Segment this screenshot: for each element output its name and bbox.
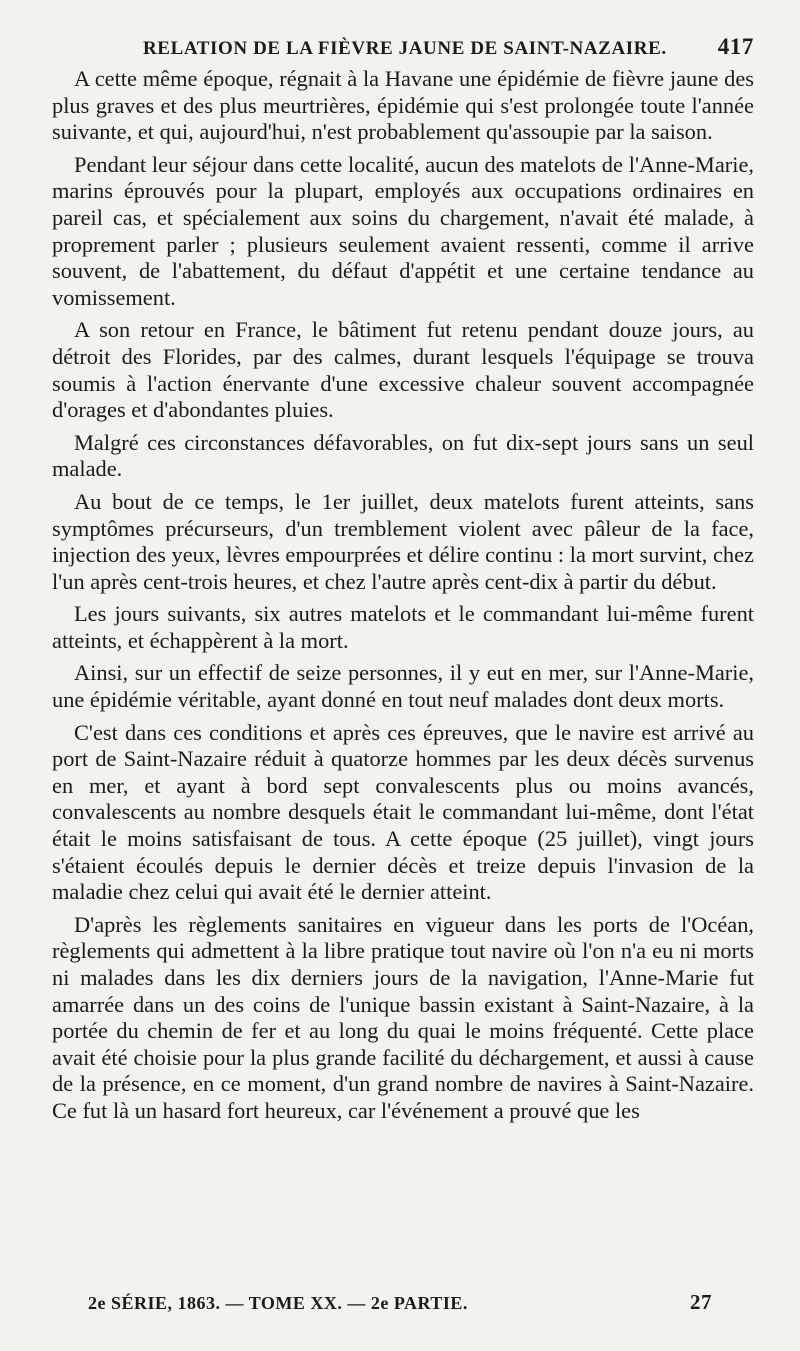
signature-mark: 27 bbox=[690, 1290, 712, 1314]
page-number: 417 bbox=[717, 34, 754, 59]
paragraph: Malgré ces circonstances défavorables, on fut dix-sept jours sans un seul malade. bbox=[52, 429, 754, 482]
running-header bbox=[52, 34, 754, 60]
paragraph: D'après les règlements sanitaires en vigueur dans les ports de l'Océan, règlements qui admettent à la libre pratique tout navire où l'on n'a eu ni morts ni malades dans les dix derniers jours de la navigation, l'Anne-Marie fut amarrée dans un des coins de l'unique bassin existant à Saint-Nazaire, à la portée du chemin de fer et au long du quai le moins fréquenté. Cette place avait été choisie pour la plus grande facilité du déchargement, et aussi à cause de la présence, en ce moment, d'un grand nombre de navires à Saint-Nazaire. Ce fut là un hasard fort heureux, car l'événement a prouvé que les bbox=[52, 911, 754, 1123]
paragraph: Pendant leur séjour dans cette localité, aucun des matelots de l'Anne-Marie, marins éprouvés pour la plupart, employés aux occupations ordinaires en pareil cas, et spécialement aux soins du chargement, n'avait été malade, à proprement parler ; plusieurs seulement avaient ressenti, comme il arrive souvent, de l'abattement, du défaut d'appétit et une certaine tendance au vomissement. bbox=[52, 151, 754, 310]
series-line: 2e SÉRIE, 1863. — TOME XX. — 2e PARTIE. bbox=[88, 1293, 468, 1313]
page-footer bbox=[88, 1290, 712, 1315]
paragraph: A son retour en France, le bâtiment fut retenu pendant douze jours, au détroit des Florides, par des calmes, durant lesquels l'équipage se trouva soumis à l'action énervante d'une excessive chaleur souvent accompagnée d'orages et d'abondantes pluies. bbox=[52, 317, 754, 423]
paragraph: C'est dans ces conditions et après ces épreuves, que le navire est arrivé au port de Saint-Nazaire réduit à quatorze hommes par les deux décès survenus en mer, et ayant à bord sept convalescents plus ou moins avancés, convalescents au nombre desquels était le commandant lui-même, dont l'état était le moins satisfaisant de tous. A cette époque (25 juillet), vingt jours s'étaient écoulés depuis le dernier décès et treize depuis l'invasion de la maladie chez celui qui avait été le dernier atteint. bbox=[52, 719, 754, 905]
paragraph: Au bout de ce temps, le 1er juillet, deux matelots furent atteints, sans symptômes précurseurs, d'un tremblement violent avec pâleur de la face, injection des yeux, lèvres empourprées et délire continu : la mort survint, chez l'un après cent-trois heures, et chez l'autre après cent-dix à partir du début. bbox=[52, 488, 754, 594]
paragraph: Les jours suivants, six autres matelots et le commandant lui-même furent atteints, et échappèrent à la mort. bbox=[52, 601, 754, 653]
paragraph: A cette même époque, régnait à la Havane une épidémie de fièvre jaune des plus graves et des plus meurtrières, épidémie qui s'est prolongée toute l'année suivante, et qui, aujourd'hui, n'est probablement qu'assoupie par la saison. bbox=[52, 66, 754, 145]
running-title: RELATION DE LA FIÈVRE JAUNE DE SAINT-NAZAIRE. bbox=[142, 38, 667, 59]
body-text bbox=[52, 66, 754, 1125]
paragraph: Ainsi, sur un effectif de seize personnes, il y eut en mer, sur l'Anne-Marie, une épidémie véritable, ayant donné en tout neuf malades dont deux morts. bbox=[52, 660, 754, 713]
